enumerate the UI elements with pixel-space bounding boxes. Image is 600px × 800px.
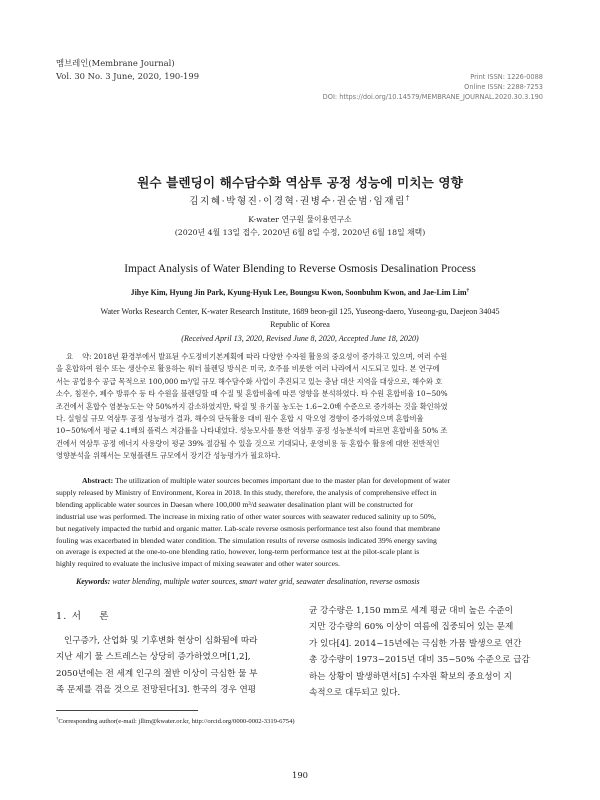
abstract-korean-line: 서는 공업용수 공급 목적으로 100,000 m³/일 규모 해수담수화 사업이 추진되고 있는 충남 대산 지역을 대상으로, 해수와 호: [56, 376, 443, 386]
body-line: 인구증가, 산업화 및 기후변화 현상이 심화됨에 따라: [64, 636, 258, 646]
abstract-korean-label: 요 약:: [66, 352, 92, 361]
body-line: 속적으로 대두되고 있다.: [309, 688, 401, 699]
title-english: Impact Analysis of Water Blending to Reverse Osmosis Desalination Process: [124, 263, 476, 275]
keywords-label: Keywords:: [76, 577, 111, 586]
abstract-english-line: supply released by Ministry of Environment, Korea in 2018. In this study, therefore, the analysis of comprehensive effect in: [56, 487, 437, 497]
abstract-korean-line: 건에서 역삼투 공정 에너지 사용량이 평균 39% 절감될 수 있을 것으로 기대되나, 운영비용 등 혼합수 활용에 대한 전반적인: [56, 438, 440, 448]
corresponding-mark-en: †: [466, 287, 470, 294]
abstract-korean-line: 영향분석을 위해서는 모형플랜트 규모에서 장기간 성능평가가 필요하다.: [56, 451, 281, 461]
print-issn: Print ISSN: 1226-0088: [470, 73, 543, 81]
footnote-divider: [56, 710, 198, 711]
corresponding-mark: †: [405, 193, 411, 202]
authors-english: [0, 288, 600, 297]
journal-name: 멤브레인(Membrane Journal): [56, 58, 175, 68]
keywords-text: water blending, multiple water sources, smart water grid, seawater desalination, reverse osmosis: [112, 577, 420, 586]
abstract-english-line: Abstract: The utilization of multiple water sources becomes important due to the master plan for development of water: [82, 476, 451, 485]
footnote: [56, 715, 295, 725]
abstract-korean-line: 소수, 침전수, 폐수 방류수 등 타 수원을 블렌딩할 때 수질 및 혼합비율에 따른 영향을 분석하였다. 타 수원 혼합비율 10~50%: [56, 389, 448, 399]
abstract-korean-line: 을 혼합하여 원수 또는 생산수로 활용하는 워터 블렌딩 방식은 미국, 호주를 비롯한 여러 나라에서 시도되고 있다. 본 연구에: [56, 364, 440, 374]
affiliation-english-line2: Republic of Korea: [270, 320, 330, 329]
authors-korean: [0, 193, 600, 207]
authors-english-names: Jihye Kim, Hyung Jin Park, Kyung-Hyuk Lee, Boungsu Kwon, Soonbuhm Kwon, and Jae-Lim Lim: [130, 288, 467, 297]
abstract-english-label: Abstract:: [82, 476, 114, 485]
body-line: 하는 상황이 발생하면서[5] 수자원 확보의 중요성이 지: [309, 671, 512, 682]
body-line: 지만 강수량의 60% 이상이 여름에 집중되어 있는 문제: [309, 622, 514, 633]
abstract-english: [56, 475, 546, 570]
abstract-english-line: but negatively impacted the turbid and organic matter. Lab-scale reverse osmosis performance test also found that membrane: [56, 523, 441, 533]
dates-english: (Received April 13, 2020, Revised June 8, 2020, Accepted June 18, 2020): [181, 334, 419, 343]
doi: DOI: https://doi.org/10.14579/MEMBRANE_JOURNAL.2020.30.3.190: [322, 93, 543, 101]
abstract-korean-line: 조건에서 혼합수 염분농도는 약 50%까지 감소하였지만, 탁질 및 유기물 농도는 1.6~2.0배 수준으로 증가하는 것을 확인하였: [56, 401, 448, 411]
abstract-english-line: fouling was exacerbated in blended water condition. The simulation results of reverse osmosis indicated 39% energy saving: [56, 535, 437, 545]
body-line: 2050년에는 전 세계 인구의 절반 이상이 극심한 물 부: [56, 668, 258, 679]
abstract-korean: [56, 351, 546, 463]
abstract-english-line: highly required to evaluate the inclusive impact of mixing seawater and other water sources.: [56, 559, 340, 569]
dates-korean: (2020년 4월 13일 접수, 2020년 6월 8일 수정, 2020년 6월 18일 채택): [174, 228, 426, 237]
journal-issue: Vol. 30 No. 3 June, 2020, 190-199: [56, 71, 200, 81]
body-right-column: [309, 603, 545, 701]
body-line: 족 문제를 겪을 것으로 전망된다[3]. 한국의 경우 연평: [56, 685, 257, 696]
section-heading: 1. 서 론: [56, 611, 110, 622]
keywords: [76, 577, 420, 586]
body-line: 균 강수량은 1,150 mm로 세계 평균 대비 높은 수준이: [309, 606, 513, 616]
affiliation-korean: K-water 연구원 물이용연구소: [248, 215, 352, 224]
abstract-english-line: on average is expected at the one-to-one blending ratio, however, long-term performance test at the pilot-scale plant is: [56, 547, 420, 557]
body-line: 지난 세기 물 스트레스는 상당히 증가하였으며[1,2],: [56, 652, 251, 663]
footnote-text: Corresponding author(e-mail: jllim@kwater.or.kr, http://orcid.org/0000-0002-3319-6754): [58, 718, 295, 725]
abstract-korean-line: 다. 실험실 규모 역삼투 공정 성능평가 결과, 해수의 단독활용 대비 원수 혼합 시 막오염 경향이 증가하였으며 혼합비율: [56, 414, 424, 424]
body-left-column: [56, 633, 294, 699]
authors-korean-names: 김지혜·박형진·이경혁·권병수·권순범·임재림: [189, 196, 406, 207]
abstract-english-line: industrial use was performed. The increase in mixing ratio of other water sources with seawater reduced salinity up to 50%,: [56, 511, 437, 521]
body-line: 가 있다[4]. 2014~15년에는 극심한 가뭄 발생으로 연간: [309, 638, 522, 649]
abstract-korean-line: 10~50%에서 평균 4.1배의 플럭스 저감률을 나타내었다. 성능모사를 통한 역삼투 공정 성능분석에 따르면 혼합비율 50% 조: [56, 426, 448, 436]
affiliation-english-line1: Water Works Research Center, K-water Research Institute, 1689 beon-gil 125, Yuseong-daero, Yuseong-gu, Daejeon 34045: [100, 307, 500, 316]
abstract-korean-line: 요 약: 2018년 환경부에서 발표된 수도정비기본계획에 따라 다양한 수자원 활용의 중요성이 증가하고 있으며, 여러 수원: [66, 352, 448, 361]
title-korean: 원수 블렌딩이 해수담수화 역삼투 공정 성능에 미치는 영향: [137, 175, 463, 190]
online-issn: Online ISSN: 2288-7253: [464, 83, 543, 91]
page-number: 190: [292, 770, 308, 780]
abstract-english-line: blending applicable water sources in Daesan where 100,000 m³/d seawater desalination plant will be constructed for: [56, 499, 414, 509]
footnote-mark: †: [56, 715, 59, 721]
body-line: 총 강수량이 1973~2015년 대비 35~50% 수준으로 급감: [309, 655, 530, 666]
